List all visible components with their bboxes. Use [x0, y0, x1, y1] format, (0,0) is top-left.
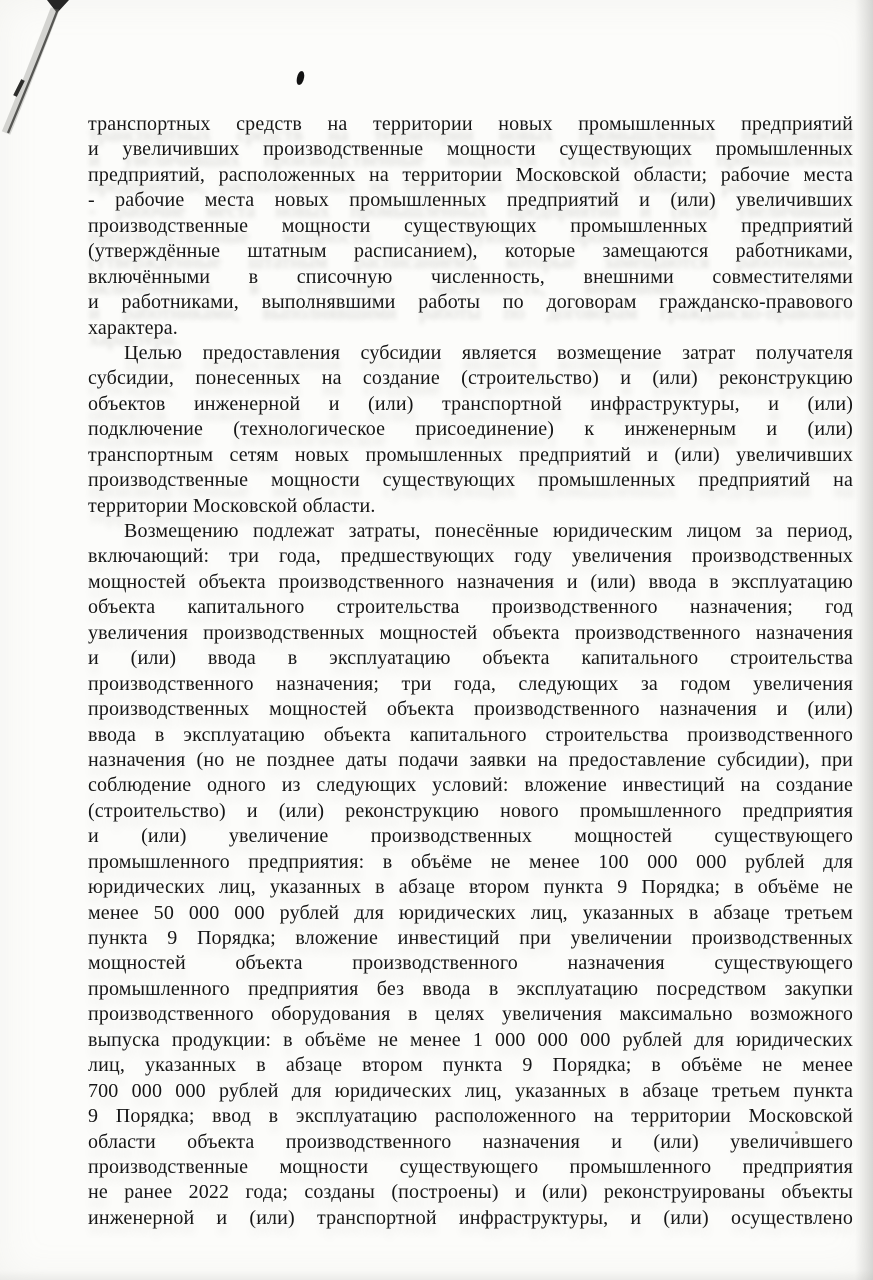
ink-speck [296, 71, 305, 86]
text-line: транспортных средств на территории новых промышленных предприятий [88, 113, 853, 135]
paragraph-reimbursable-costs [88, 519, 853, 1231]
text-line: мощностей объекта производственного назначения и (или) ввода в эксплуатацию [88, 570, 853, 593]
text-line: предприятий, расположенных на территории Московской области; рабочие места [88, 163, 853, 186]
text-line: и работниками, выполнявшими работы по договорам гражданско-правового [88, 291, 853, 314]
text-line: не ранее 2022 года; созданы (построены) и (или) реконструированы объекты [88, 1181, 853, 1204]
text-line: производственные мощности существующих промышленных предприятий на [88, 469, 853, 492]
text-line: юридических лиц, указанных в абзаце втором пункта 9 Порядка; в объёме не [88, 876, 853, 899]
text-line: лиц, указанных в абзаце втором пункта 9 Порядка; в объёме не менее [88, 1054, 853, 1077]
text-line: назначения (но не позднее даты подачи заявки на предоставление субсидии), при [88, 748, 853, 771]
scan-edge-shadow-right [855, 0, 873, 1280]
text-line: включёнными в списочную численность, внешними совместителями [88, 265, 853, 288]
text-line: объекта капитального строительства производственного назначения; год [88, 596, 853, 619]
text-line: инженерной и (или) транспортной инфраструктуры, и (или) осуществлено [88, 1206, 853, 1229]
text-line: ввода в эксплуатацию объекта капитального строительства производственного [88, 723, 853, 746]
text-line: подключение (технологическое присоединение) к инженерным и (или) [88, 418, 853, 441]
text-line: транспортным сетям новых промышленных предприятий и (или) увеличивших [88, 443, 853, 466]
text-line: субсидии, понесенных на создание (строительство) и (или) реконструкцию [88, 367, 853, 390]
text-line: территории Московской области. [88, 494, 376, 517]
text-line: выпуска продукции: в объёме не менее 1 000 000 000 рублей для юридических [88, 1028, 853, 1051]
text-line: (строительство) и (или) реконструкцию нового промышленного предприятия [88, 799, 853, 822]
text-line: менее 50 000 000 рублей для юридических лиц, указанных в абзаце третьем [88, 901, 853, 924]
text-line: области объекта производственного назначения и (или) увеличившего [88, 1130, 853, 1153]
text-line: производственные мощности существующего промышленного предприятия [88, 1155, 853, 1178]
scan-edge-shadow-bottom [0, 1270, 873, 1280]
text-line: Возмещению подлежат затраты, понесённые юридическим лицом за период, [124, 520, 853, 542]
text-line: характера. [88, 316, 178, 339]
text-line: пункта 9 Порядка; вложение инвестиций при увеличении производственных [88, 927, 853, 949]
text-line: и (или) ввода в эксплуатацию объекта капитального строительства [88, 647, 853, 670]
text-line: и (или) увеличение производственных мощностей существующего [88, 825, 853, 848]
text-line: производственных мощностей объекта производственного назначения и (или) [88, 698, 853, 721]
text-line: включающий: три года, предшествующих году увеличения производственных [88, 545, 853, 568]
text-line: и увеличивших производственные мощности существующих промышленных [88, 138, 853, 161]
text-line: - рабочие места новых промышленных предприятий и (или) увеличивших [88, 189, 853, 212]
text-line: мощностей объекта производственного назначения существующего [88, 952, 853, 975]
paragraph-subsidy-purpose [88, 341, 853, 519]
text-line: соблюдение одного из следующих условий: вложение инвестиций на создание [88, 774, 853, 797]
text-line: промышленного предприятия: в объёме не менее 100 000 000 рублей для [88, 850, 853, 873]
text-line: Целью предоставления субсидии является возмещение затрат получателя [124, 341, 853, 364]
text-line: объектов инженерной и (или) транспортной инфраструктуры, и (или) [88, 392, 853, 415]
text-line: производственного назначения; три года, следующих за годом увеличения [88, 672, 853, 695]
text-line: 700 000 000 рублей для юридических лиц, указанных в абзаце третьем пункта [88, 1079, 853, 1102]
text-line: производственного оборудования в целях увеличения максимально возможного [88, 1003, 853, 1026]
paragraph-definitions-continuation [88, 112, 853, 341]
text-line: (утверждённые штатным расписанием), которые замещаются работниками, [88, 240, 853, 263]
text-line: промышленного предприятия без ввода в эксплуатацию посредством закупки [88, 977, 853, 1000]
text-line: производственные мощности существующих промышленных предприятий [88, 214, 853, 237]
document-text [88, 112, 853, 1231]
text-line: 9 Порядка; ввод в эксплуатацию расположенного на территории Московской [88, 1105, 853, 1128]
text-line: увеличения производственных мощностей объекта производственного назначения [88, 621, 853, 644]
